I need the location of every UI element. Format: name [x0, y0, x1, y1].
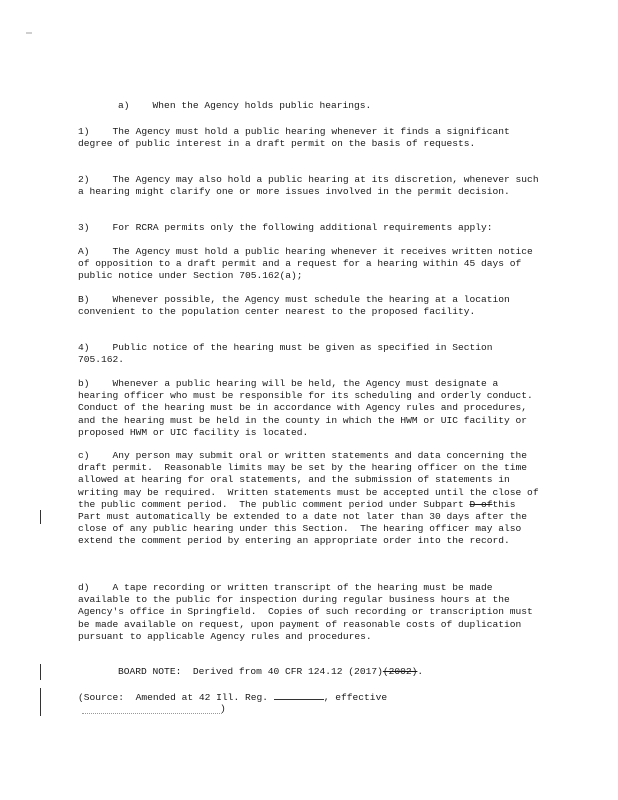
paragraph-c — [78, 450, 545, 548]
paragraph-3: 3) For RCRA permits only the following additional requirements apply: — [78, 222, 493, 233]
paragraph-c-text-2: this Part must automatically be extended to a date not later than 30 days after the close of any public hearing under this Section. The hearing officer may also extend the comment period by entering an appropriate order into the record. — [78, 498, 533, 547]
board-note-text: Derived from 40 CFR 124.12 (2017) — [181, 666, 383, 677]
source-effective: , effective — [323, 692, 388, 703]
paragraph-3a: A) The Agency must hold a public hearing whenever it receives written notice of opposition to a draft permit and a request for a hearing within 45 days of public notice under Section 705.162(a); — [78, 246, 539, 282]
paragraph-b: b) Whenever a public hearing will be held, the Agency must designate a hearing officer who must be responsible for its scheduling and orderly conduct. Conduct of the hearing must be in accordance with Agency rules and procedures, and the hearing must be held in the county in which the HWM or UIC facility or proposed HWM or UIC facility is located. — [78, 378, 545, 438]
revision-bar-3 — [40, 688, 41, 716]
paragraph-3b: B) Whenever possible, the Agency must schedule the hearing at a location convenient to the population center nearest to the proposed facility. — [78, 294, 516, 318]
board-note-label: BOARD NOTE: — [118, 666, 182, 677]
revision-bar-1 — [40, 510, 41, 524]
paragraph-2: 2) The Agency may also hold a public hearing at its discretion, whenever such a hearing might clarify one or more issues involved in the permit decision. — [78, 174, 545, 198]
scan-speck — [26, 32, 32, 34]
paragraph-4: 4) Public notice of the hearing must be given as specified in Section 705.162. — [78, 342, 499, 366]
board-note — [118, 666, 548, 678]
section-heading: a) When the Agency holds public hearings. — [118, 100, 372, 111]
paragraph-d: d) A tape recording or written transcript of the hearing must be made available to the public for inspection during regular business hours at the Agency's office in Springfield. Copies of such recording or transcription must be made available on request, upon payment of reasonable costs of duplication pursuant to applicable Agency rules and procedures. — [78, 582, 539, 642]
paragraph-c-struck-text: D of — [469, 498, 493, 510]
register-page-blank — [274, 690, 324, 700]
paragraph-1: 1) The Agency must hold a public hearing whenever it finds a significant degree of public interest in a draft permit on the basis of requests. — [78, 126, 516, 150]
board-note-end: . — [417, 666, 424, 677]
source-text: (Source: Amended at 42 Ill. Reg. — [78, 692, 274, 703]
board-note-struck-text: (2002) — [382, 666, 418, 677]
source-note — [78, 690, 538, 704]
paragraph-c-text-1: c) Any person may submit oral or written statements and data concerning the draft permit. Reasonable limits may be set by the hearing officer on the time allowed at hearing for oral statements, and the submission of statements in writing may be required. Written statements must be accepted until the close of the public comment period. The public comment period under Subpart — [78, 450, 545, 510]
source-close-paren: ) — [220, 703, 226, 714]
revision-bar-2 — [40, 664, 41, 680]
effective-date-blank — [82, 713, 222, 714]
